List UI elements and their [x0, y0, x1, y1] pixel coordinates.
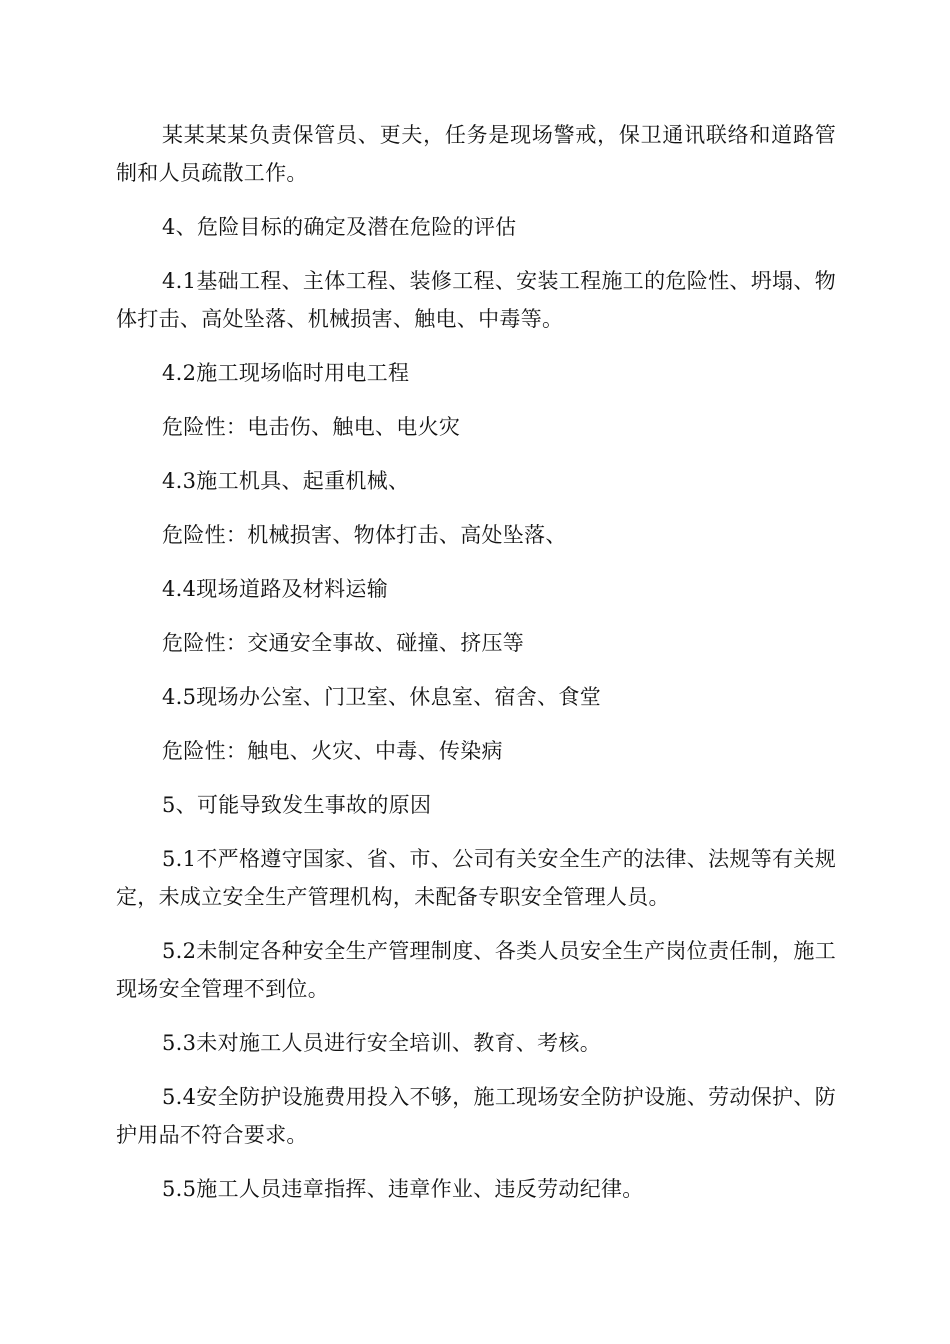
paragraph-5-5: 5.5施工人员违章指挥、违章作业、违反劳动纪律。	[162, 1177, 644, 1201]
hazard-4-4: 危险性：交通安全事故、碰撞、挤压等	[162, 631, 525, 655]
document-page	[116, 116, 836, 1224]
paragraph-duty-guard: 某某某某负责保管员、更夫，任务是现场警戒，保卫通讯联络和道路管制和人员疏散工作。	[116, 123, 836, 185]
paragraph-4-4: 4.4现场道路及材料运输	[162, 577, 388, 601]
paragraph-4-1: 4.1基础工程、主体工程、装修工程、安装工程施工的危险性、坍塌、物体打击、高处坠落、机械损害、触电、中毒等。	[116, 269, 836, 331]
paragraph-4-5: 4.5现场办公室、门卫室、休息室、宿舍、食堂	[162, 685, 601, 709]
paragraph-5-2: 5.2未制定各种安全生产管理制度、各类人员安全生产岗位责任制，施工现场安全管理不到位。	[116, 939, 836, 1001]
hazard-4-5: 危险性：触电、火灾、中毒、传染病	[162, 739, 503, 763]
paragraph-5-3: 5.3未对施工人员进行安全培训、教育、考核。	[162, 1031, 601, 1055]
paragraph-5-4: 5.4安全防护设施费用投入不够，施工现场安全防护设施、劳动保护、防护用品不符合要求。	[116, 1085, 836, 1147]
paragraph-5-1: 5.1不严格遵守国家、省、市、公司有关安全生产的法律、法规等有关规定，未成立安全生产管理机构，未配备专职安全管理人员。	[116, 847, 836, 909]
paragraph-4-3: 4.3施工机具、起重机械、	[162, 469, 410, 493]
heading-5-accident-causes: 5、可能导致发生事故的原因	[162, 793, 432, 817]
hazard-4-2: 危险性：电击伤、触电、电火灾	[162, 415, 461, 439]
paragraph-4-2: 4.2施工现场临时用电工程	[162, 361, 410, 385]
heading-4-hazard-targets: 4、危险目标的确定及潜在危险的评估	[162, 215, 517, 239]
hazard-4-3: 危险性：机械损害、物体打击、高处坠落、	[162, 523, 567, 547]
